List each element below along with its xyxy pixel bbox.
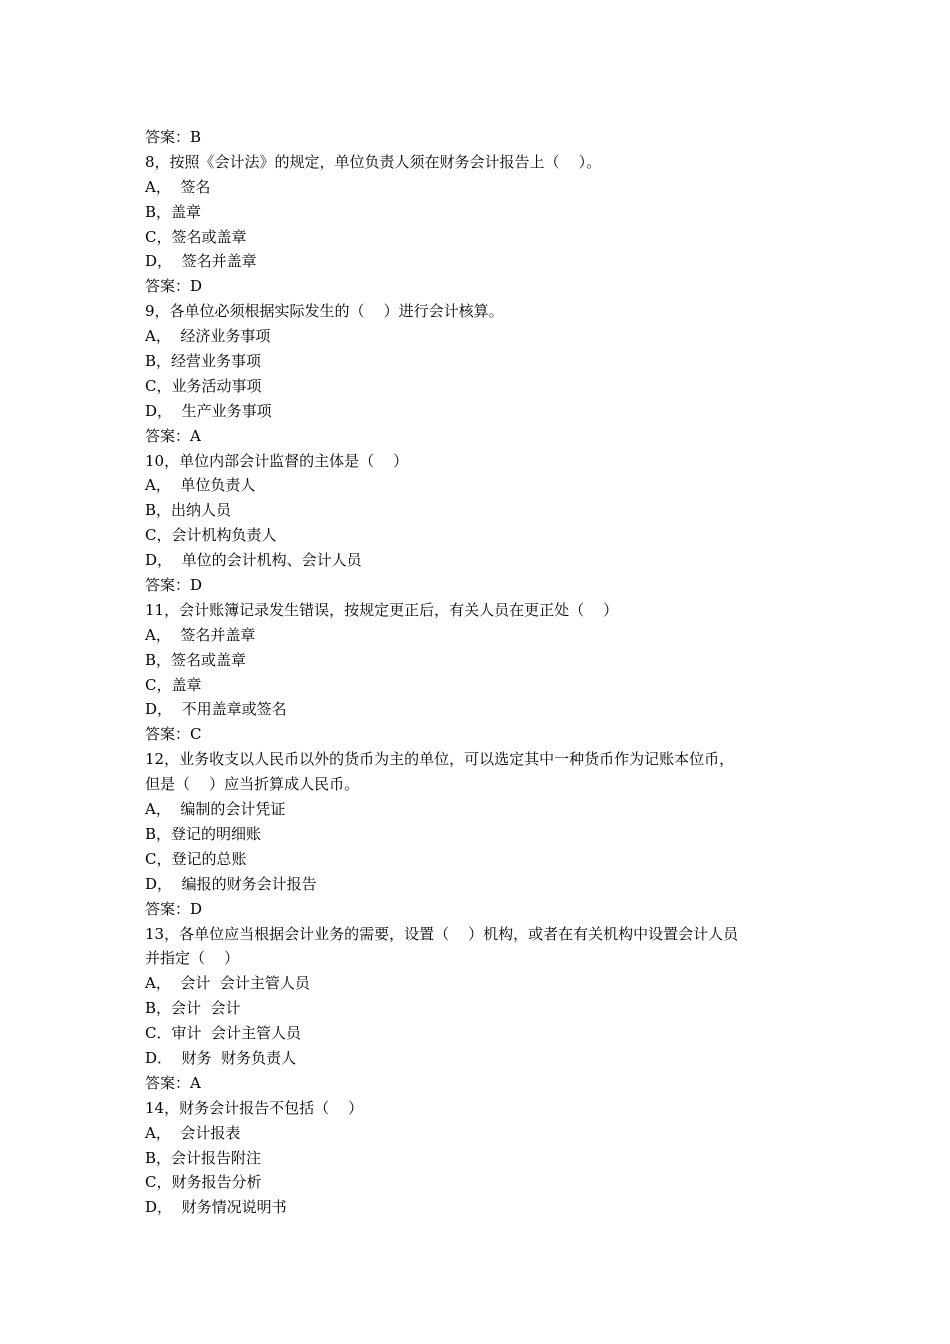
option-line: B，盖章	[145, 202, 202, 221]
question-13: 13，各单位应当根据会计业务的需要，设置（ ）机构，或者在有关机构中设置会计人员	[145, 924, 739, 943]
option-line: B，会计 会计	[145, 999, 241, 1018]
option-line: A， 经济业务事项	[145, 327, 271, 346]
question-14: 14，财务会计报告不包括（ ）	[145, 1098, 364, 1117]
option-line: A， 编制的会计凭证	[145, 800, 286, 819]
option-line: C，业务活动事项	[145, 376, 262, 395]
option-line: D， 编报的财务会计报告	[145, 874, 317, 893]
option-line: D， 生产业务事项	[145, 401, 272, 420]
option-line: D． 财务 财务负责人	[145, 1048, 297, 1067]
question-9: 9，各单位必须根据实际发生的（ ）进行会计核算。	[145, 302, 504, 321]
answer-line: 答案：D	[145, 576, 203, 595]
option-line: C，登记的总账	[145, 849, 247, 868]
option-line: C，盖章	[145, 675, 202, 694]
answer-line: 答案：D	[145, 899, 203, 918]
option-line: A， 签名并盖章	[145, 625, 256, 644]
answer-line: 答案：B	[145, 128, 202, 146]
option-line: D， 财务情况说明书	[145, 1198, 287, 1217]
option-line: B，会计报告附注	[145, 1148, 262, 1167]
option-line: A， 会计 会计主管人员	[145, 974, 310, 993]
document-body	[145, 125, 815, 1220]
option-line: A， 会计报表	[145, 1123, 241, 1142]
question-8: 8，按照《会计法》的规定，单位负责人须在财务会计报告上（ ）。	[145, 152, 602, 171]
answer-line: 答案：D	[145, 277, 203, 296]
option-line: B，经营业务事项	[145, 352, 262, 371]
option-line: C．审计 会计主管人员	[145, 1024, 302, 1043]
answer-line: 答案：A	[145, 1073, 201, 1092]
option-line: C，会计机构负责人	[145, 526, 277, 545]
answer-line: 答案：A	[145, 426, 201, 445]
question-12: 12，业务收支以人民币以外的货币为主的单位，可以选定其中一种货币作为记账本位币，	[145, 750, 735, 769]
option-line: C，签名或盖章	[145, 227, 247, 246]
question-10: 10，单位内部会计监督的主体是（ ）	[145, 451, 409, 470]
option-line: D， 单位的会计机构、会计人员	[145, 551, 362, 570]
option-line: C，财务报告分析	[145, 1173, 262, 1192]
option-line: A， 单位负责人	[145, 476, 256, 495]
question-11: 11，会计账簿记录发生错误，按规定更正后，有关人员在更正处（ ）	[145, 600, 619, 619]
option-line: B，出纳人员	[145, 501, 232, 520]
option-line: B，登记的明细账	[145, 824, 262, 843]
option-line: B，签名或盖章	[145, 650, 247, 669]
question-12-continued: 但是（ ）应当折算成人民币。	[145, 775, 360, 794]
option-line: D， 不用盖章或签名	[145, 700, 287, 719]
option-line: D， 签名并盖章	[145, 252, 257, 271]
question-13-continued: 并指定（ ）	[145, 949, 240, 968]
option-line: A， 签名	[145, 177, 211, 196]
answer-line: 答案：C	[145, 725, 202, 744]
